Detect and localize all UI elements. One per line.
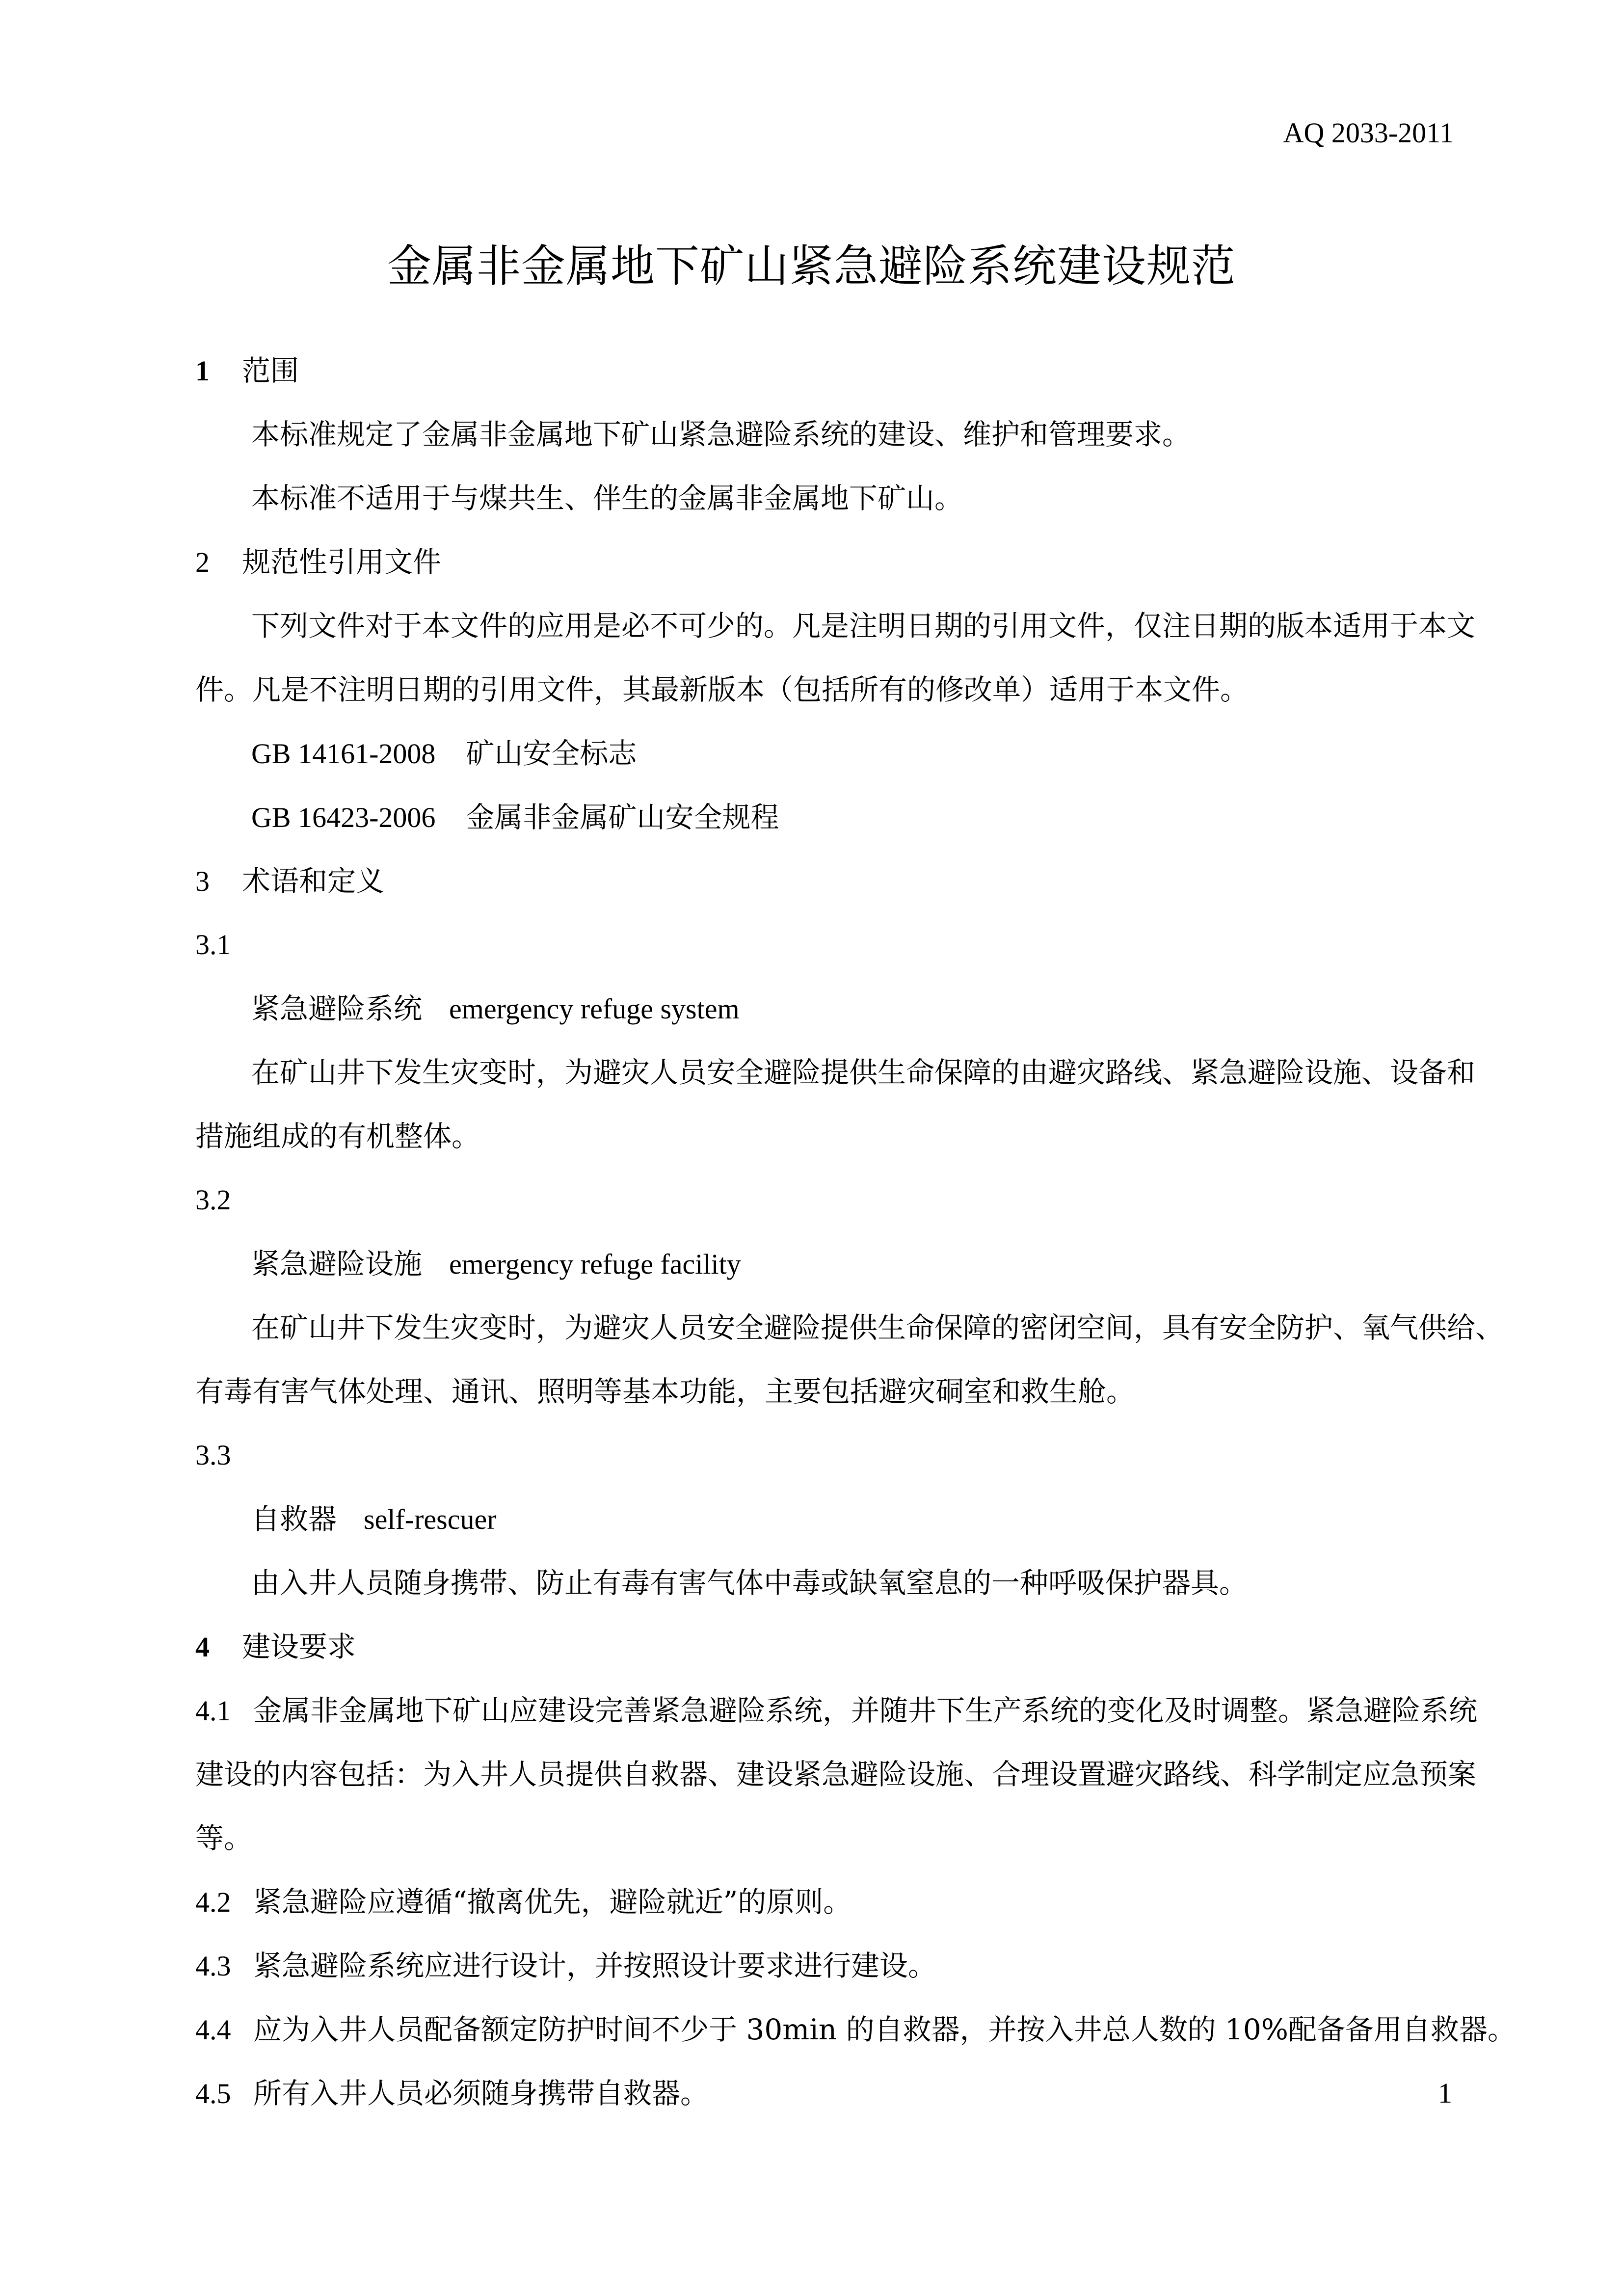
term-definition-line: 有毒有害气体处理、通讯、照明等基本功能，主要包括避灾硐室和救生舱。 xyxy=(195,1375,1135,1408)
clause-text: 金属非金属地下矿山应建设完善紧急避险系统，并随井下生产系统的变化及时调整。紧急避险系统 xyxy=(253,1694,1478,1727)
section-title: 术语和定义 xyxy=(242,864,385,898)
paragraph-line: 下列文件对于本文件的应用是必不可少的。凡是注明日期的引用文件，仅注日期的版本适用于本文 xyxy=(251,609,1476,642)
clause-number: 4.4 xyxy=(195,2014,231,2046)
paragraph-line: 件。凡是不注明日期的引用文件，其最新版本（包括所有的修改单）适用于本文件。 xyxy=(195,673,1249,706)
section-title: 规范性引用文件 xyxy=(242,545,442,579)
clause-text: 应为入井人员配备额定防护时间不少于 30min 的自救器，并按入井总人数的 10%配备备用自救器。 xyxy=(253,2013,1516,2046)
term-en: emergency refuge system xyxy=(449,993,740,1025)
term-definition-line: 在矿山井下发生灾变时，为避灾人员安全避险提供生命保障的由避灾路线、紧急避险设施、设备和 xyxy=(251,1056,1476,1089)
term-zh: 自救器 xyxy=(251,1502,337,1536)
term-zh: 紧急避险系统 xyxy=(251,992,423,1025)
page-number: 1 xyxy=(1438,2077,1452,2109)
section-1-heading xyxy=(195,353,1457,388)
section-title: 范围 xyxy=(242,354,299,387)
clause-number: 4.1 xyxy=(195,1695,231,1727)
clause-line xyxy=(195,1693,1478,1728)
clause-line: 等。 xyxy=(195,1821,253,1855)
section-3-heading xyxy=(195,864,1457,899)
reference-item xyxy=(251,736,1457,771)
term-definition-line: 在矿山井下发生灾变时，为避灾人员安全避险提供生命保障的密闭空间，具有安全防护、氧气供给、 xyxy=(251,1311,1504,1344)
clause-number: 4.5 xyxy=(195,2078,231,2109)
term-definition-line: 由入井人员随身携带、防止有毒有害气体中毒或缺氧窒息的一种呼吸保护器具。 xyxy=(251,1566,1248,1600)
clause-text: 所有入井人员必须随身携带自救器。 xyxy=(253,2077,709,2110)
term-entry xyxy=(251,1247,1457,1281)
paragraph: 本标准不适用于与煤共生、伴生的金属非金属地下矿山。 xyxy=(251,481,963,515)
section-2-heading xyxy=(195,545,1457,580)
reference-code: GB 14161-2008 xyxy=(251,738,436,770)
term-number: 3.1 xyxy=(195,929,231,961)
clause-line xyxy=(195,2012,1516,2047)
section-title: 建设要求 xyxy=(242,1630,356,1663)
clause-line xyxy=(195,1885,1457,1920)
clause-number: 4.2 xyxy=(195,1886,231,1918)
term-entry xyxy=(251,991,1457,1026)
reference-title: 金属非金属矿山安全规程 xyxy=(466,801,779,834)
clause-text: 紧急避险应遵循“撤离优先，避险就近”的原则。 xyxy=(253,1885,852,1919)
term-number: 3.2 xyxy=(195,1184,231,1216)
section-number: 4 xyxy=(195,1631,210,1663)
clause-line xyxy=(195,2076,1457,2111)
section-number: 2 xyxy=(195,546,210,578)
term-number: 3.3 xyxy=(195,1439,231,1471)
reference-title: 矿山安全标志 xyxy=(466,737,637,770)
term-en: self-rescuer xyxy=(364,1503,497,1535)
clause-line xyxy=(195,1949,1457,1983)
clause-text: 紧急避险系统应进行设计，并按照设计要求进行建设。 xyxy=(253,1949,937,1982)
term-entry xyxy=(251,1502,1457,1537)
term-definition-line: 措施组成的有机整体。 xyxy=(195,1120,480,1153)
section-number: 3 xyxy=(195,865,210,897)
standard-code-header: AQ 2033-2011 xyxy=(1283,117,1454,149)
paragraph: 本标准规定了金属非金属地下矿山紧急避险系统的建设、维护和管理要求。 xyxy=(251,418,1191,451)
clause-number: 4.3 xyxy=(195,1950,231,1982)
section-number: 1 xyxy=(195,355,210,387)
section-4-heading xyxy=(195,1629,1457,1664)
reference-item xyxy=(251,800,1457,835)
term-en: emergency refuge facility xyxy=(449,1248,741,1280)
clause-line: 建设的内容包括：为入井人员提供自救器、建设紧急避险设施、合理设置避灾路线、科学制定应急预案 xyxy=(195,1758,1477,1791)
reference-code: GB 16423-2006 xyxy=(251,801,436,833)
document-title: 金属非金属地下矿山紧急避险系统建设规范 xyxy=(387,240,1236,292)
term-zh: 紧急避险设施 xyxy=(251,1247,423,1281)
